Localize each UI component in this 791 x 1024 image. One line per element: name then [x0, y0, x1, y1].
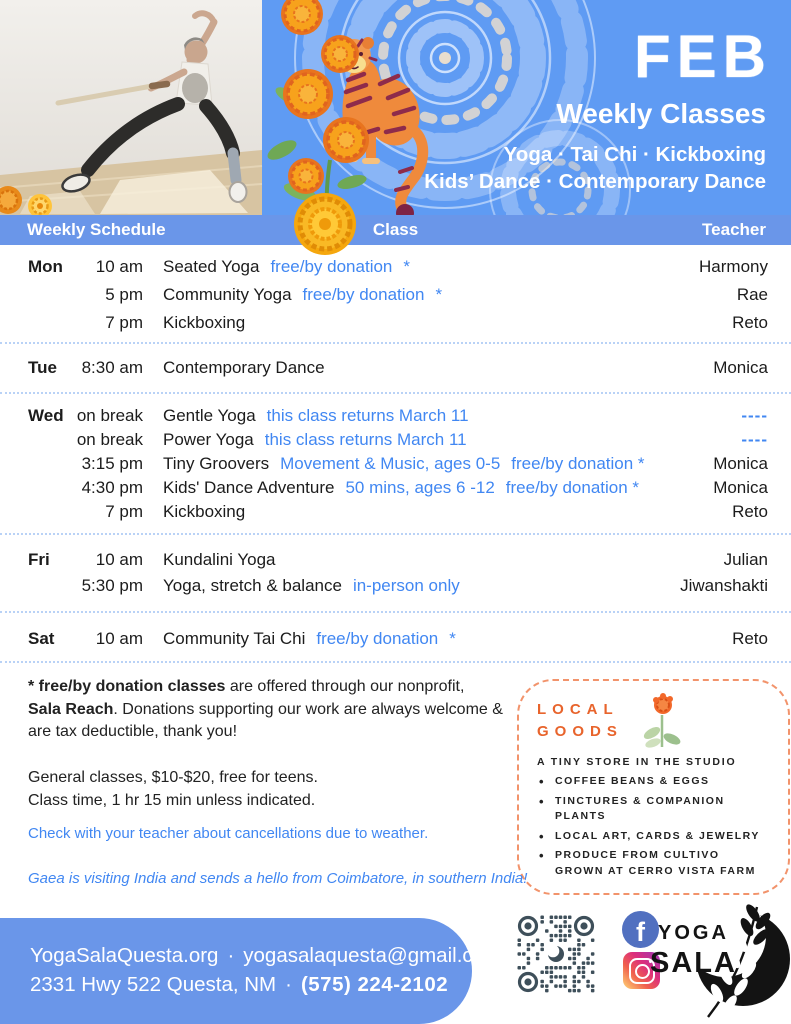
gaea-note: Gaea is visiting India and sends a hello from Coimbatore, in southern India! [28, 870, 528, 887]
local-goods-list [537, 774, 770, 879]
footer-line-1 [30, 941, 502, 970]
class-time: 10 am [95, 629, 143, 648]
notes-block [28, 676, 506, 842]
logo-line-2: SALA [650, 947, 737, 979]
schedule-row [0, 428, 791, 452]
donation-note-bold: * free/by donation classes [28, 678, 226, 695]
class-time: 4:30 pm [81, 478, 143, 497]
local-goods-box [517, 679, 790, 895]
pricing-note [28, 766, 506, 812]
footer-contact-bar [0, 918, 502, 1024]
class-name: Power Yoga [163, 430, 254, 449]
class-time: 10 am [95, 257, 143, 276]
class-name: Kids' Dance Adventure [163, 478, 335, 497]
class-note: this class returns March 11 [264, 430, 467, 449]
class-name: Community Tai Chi [163, 629, 306, 648]
sword-pose-photo [0, 0, 262, 215]
schedule-day: Sat [28, 629, 55, 648]
class-note: * [449, 629, 456, 648]
weather-note: Check with your teacher about cancellations due to weather. [28, 824, 429, 842]
schedule-row [0, 625, 791, 653]
local-goods-item: • TINCTURES & COMPANION PLANTS [537, 794, 770, 825]
nonprofit-name: Sala Reach [28, 700, 114, 718]
class-note: free/by donation * [511, 454, 645, 473]
schedule-row [0, 500, 791, 524]
local-goods-item: • LOCAL ART, CARDS & JEWELRY [537, 829, 770, 845]
class-name: Yoga, stretch & balance [163, 576, 342, 595]
class-time: 7 pm [105, 502, 143, 521]
separator-dot: · [227, 944, 235, 967]
teacher-name: Reto [732, 502, 768, 521]
teacher-name: Monica [713, 454, 768, 473]
local-goods-title-line2: GOODS [537, 723, 623, 740]
street-address: 2331 Hwy 522 Questa, NM [30, 973, 277, 996]
schedule-row [0, 354, 791, 382]
class-note: in-person only [352, 576, 460, 595]
schedule-table [0, 245, 791, 663]
hero-banner [0, 0, 791, 215]
local-goods-item: • PRODUCE FROM CULTIVO GROWN AT CERRO VISTA FARM [537, 848, 770, 879]
schedule-row [0, 547, 791, 573]
hero-tagline-2: Kids’ Dance · Contemporary Dance [424, 170, 766, 193]
teacher-name: Reto [732, 629, 768, 648]
class-note: free/by donation [270, 257, 393, 276]
qr-code[interactable] [517, 915, 595, 993]
schedule-day: Tue [28, 358, 57, 377]
teacher-name: ---- [741, 406, 768, 425]
yoga-sala-logo [648, 893, 791, 1023]
separator-dot: · [285, 973, 292, 996]
schedule-row [0, 452, 791, 476]
class-note: Movement & Music, ages 0-5 [280, 454, 501, 473]
pricing-line-2: Class time, 1 hr 15 min unless indicated. [28, 791, 316, 809]
class-name: Gentle Yoga [163, 406, 256, 425]
website-link[interactable]: YogaSalaQuesta.org [30, 944, 219, 967]
class-name: Kickboxing [163, 313, 246, 332]
flower-icon [639, 693, 685, 751]
class-time: 3:15 pm [81, 454, 143, 473]
class-note: this class returns March 11 [266, 406, 469, 425]
crescent-moon-logo [650, 895, 790, 1017]
schedule-row [0, 253, 791, 281]
schedule-row [0, 281, 791, 309]
class-name: Seated Yoga [163, 257, 260, 276]
class-time: 10 am [95, 550, 143, 569]
header-teacher: Teacher [702, 220, 766, 239]
class-name: Contemporary Dance [163, 358, 325, 377]
email-link[interactable]: yogasalaquesta@gmail.com [243, 944, 502, 967]
class-time: 5:30 pm [81, 576, 143, 595]
schedule-group-wed [0, 394, 791, 535]
schedule-day: Wed [28, 406, 64, 425]
schedule-group-mon [0, 245, 791, 344]
pricing-line-1: General classes, $10-$20, free for teens. [28, 768, 318, 786]
class-name: Community Yoga [163, 285, 292, 304]
class-time: 8:30 am [81, 358, 143, 377]
teacher-name: ---- [741, 430, 768, 449]
footer-line-2 [30, 970, 472, 999]
local-goods-tagline: A TINY STORE IN THE STUDIO [537, 756, 737, 768]
class-time: on break [76, 430, 143, 449]
marigold-photo-flower [291, 191, 359, 257]
schedule-row [0, 573, 791, 599]
header-class: Class [372, 220, 419, 239]
header-weekly-schedule: Weekly Schedule [27, 220, 166, 239]
class-name: Kundalini Yoga [163, 550, 276, 569]
class-name: Tiny Groovers [163, 454, 270, 473]
hero-subtitle: Weekly Classes [556, 98, 766, 129]
month-title: FEB [634, 23, 772, 90]
hero-text-block [424, 23, 772, 195]
teacher-name: Monica [713, 358, 768, 377]
local-goods-item: • COFFEE BEANS & EGGS [537, 774, 770, 790]
teacher-name: Monica [713, 478, 768, 497]
class-note: free/by donation [302, 285, 425, 304]
schedule-group-sat [0, 613, 791, 663]
schedule-group-fri [0, 535, 791, 613]
teacher-name: Jiwanshakti [680, 576, 768, 595]
schedule-row [0, 404, 791, 428]
class-time: on break [76, 406, 143, 425]
logo-line-1: YOGA [658, 922, 729, 944]
teacher-name: Julian [723, 550, 768, 569]
hero-tagline-1: Yoga · Tai Chi · Kickboxing [503, 143, 766, 166]
local-goods-title-line1: LOCAL [537, 701, 619, 718]
teacher-name: Rae [736, 285, 768, 304]
facebook-glyph: f [636, 917, 645, 947]
class-name: Kickboxing [163, 502, 246, 521]
table-header [0, 215, 791, 245]
donation-note-text-2: . Donations supporting our work are always welcome & are tax deductible, thank you! [28, 700, 503, 740]
teacher-name: Reto [732, 313, 768, 332]
teacher-name: Harmony [699, 257, 768, 276]
class-note: free/by donation [316, 629, 439, 648]
donation-note-text: are offered through our nonprofit, [225, 678, 465, 695]
local-goods-header [537, 693, 770, 751]
schedule-day: Fri [28, 550, 50, 569]
schedule-group-tue [0, 344, 791, 394]
class-note: 50 mins, ages 6 -12 [345, 478, 495, 497]
local-goods-title [537, 699, 623, 743]
class-time: 5 pm [105, 285, 143, 304]
phone-number[interactable]: (575) 224-2102 [300, 973, 449, 996]
class-time: 7 pm [105, 313, 143, 332]
schedule-day: Mon [28, 257, 63, 276]
class-note: * [435, 285, 443, 304]
donation-note [28, 676, 506, 744]
schedule-row [0, 309, 791, 337]
class-note: * [403, 257, 410, 276]
schedule-row [0, 476, 791, 500]
class-note: free/by donation * [505, 478, 640, 497]
